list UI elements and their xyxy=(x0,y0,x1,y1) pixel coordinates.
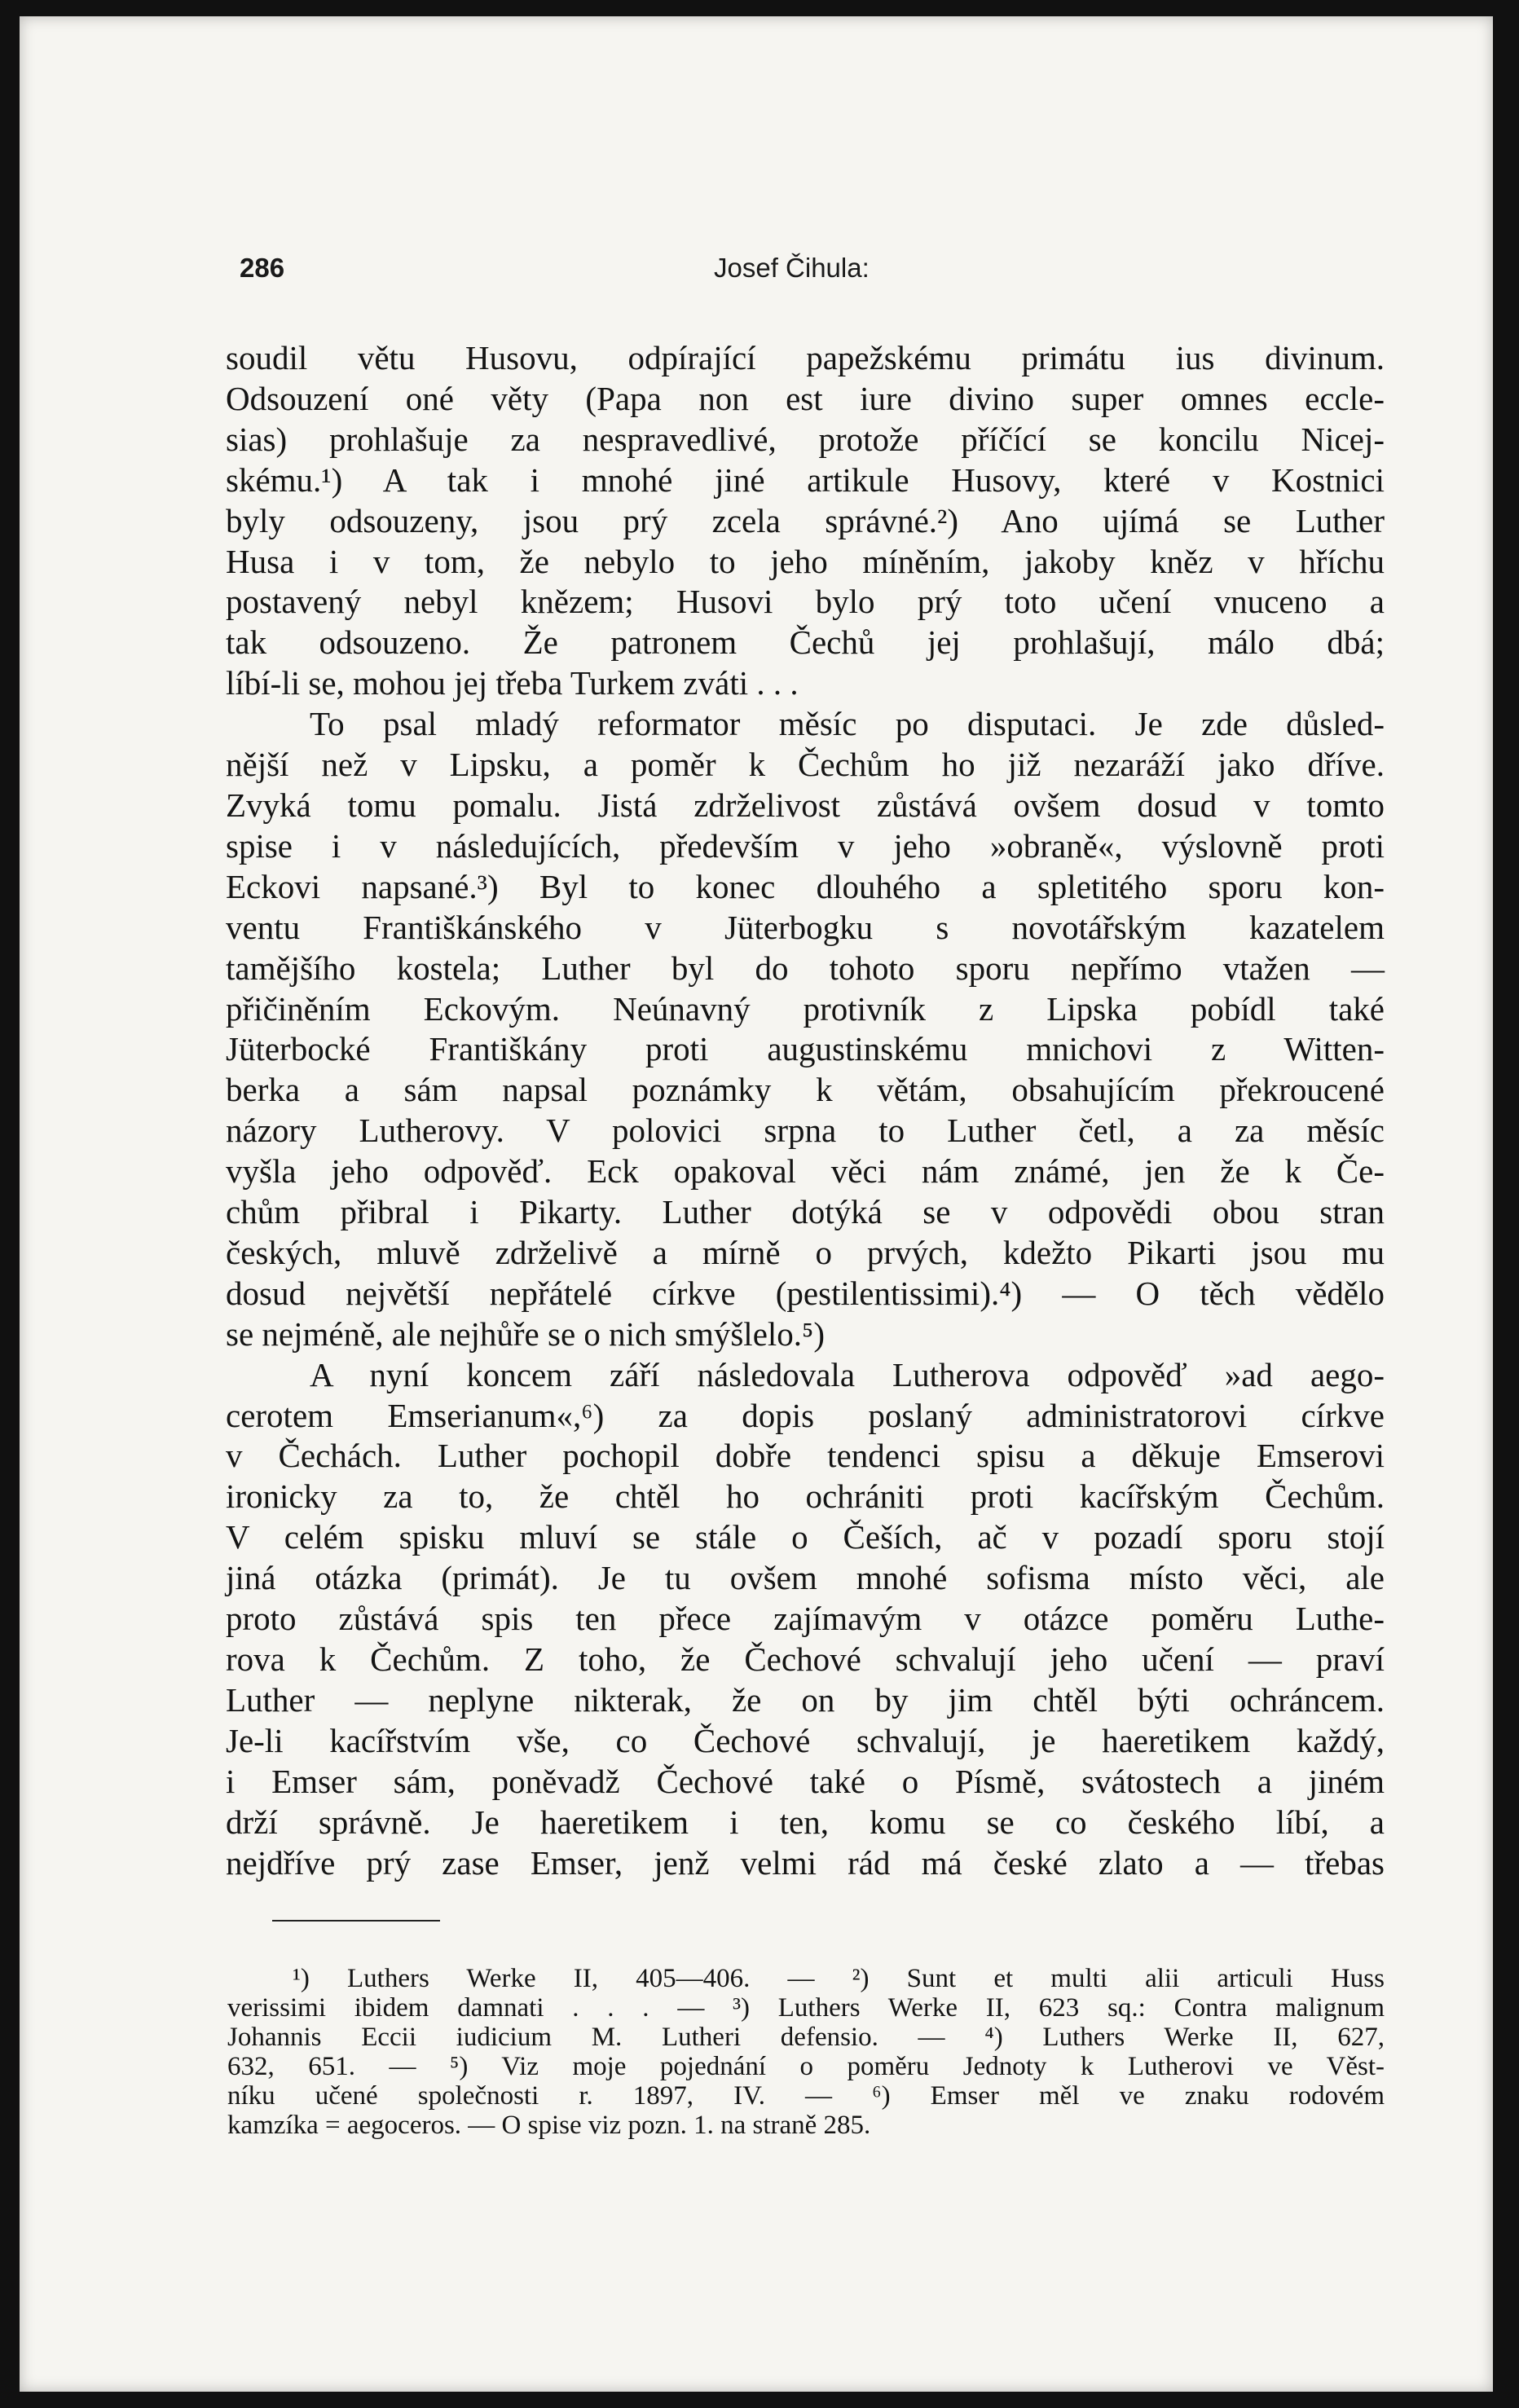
text-line: soudil větu Husovu, odpírající papežskému primátu ius divinum. xyxy=(226,339,1385,376)
book-page xyxy=(20,16,1493,2392)
footnote-divider xyxy=(272,1920,440,1922)
text-line: tamějšího kostela; Luther byl do tohoto sporu nepřímo vtažen — xyxy=(226,949,1385,987)
text-line: Zvyká tomu pomalu. Jistá zdrželivost zůstává ovšem dosud v tomto xyxy=(226,786,1385,824)
page-number: 286 xyxy=(240,253,285,283)
text-line: Luther — neplyne nikterak, že on by jim chtěl býti ochráncem. xyxy=(226,1680,1385,1719)
text-line: drží správně. Je haeretikem i ten, komu se co českého líbí, a xyxy=(226,1803,1385,1841)
text-line: Odsouzení oné věty (Papa non est iure divino super omnes eccle- xyxy=(226,379,1385,417)
text-line: spise i v následujících, především v jeho »obraně«, výslovně proti xyxy=(226,826,1385,865)
text-line: cerotem Emserianum«,⁶) za dopis poslaný administratorovi církve xyxy=(226,1396,1385,1434)
text-line: vyšla jeho odpověď. Eck opakoval věci nám známé, jen že k Če- xyxy=(226,1152,1385,1191)
text-line: chům přibral i Pikarty. Luther dotýká se v odpovědi obou stran xyxy=(226,1193,1385,1231)
text-line: skému.¹) A tak i mnohé jiné artikule Husovy, které v Kostnici xyxy=(226,460,1385,499)
footnote-line: kamzíka = aegoceros. — O spise viz pozn. 1. na straně 285. xyxy=(227,2111,871,2140)
text-line: dosud největší nepřátelé církve (pestilentissimi).⁴) — O těch vědělo xyxy=(226,1274,1385,1312)
text-line: postavený nebyl knězem; Husovi bylo prý toto učení vnuceno a xyxy=(226,583,1385,621)
text-line: líbí-li se, mohou jej třeba Turkem zváti . . . xyxy=(226,664,799,702)
text-line: tak odsouzeno. Že patronem Čechů jej prohlašují, málo dbá; xyxy=(226,623,1385,662)
text-line: ventu Františkánského v Jüterbogku s novotářským kazatelem xyxy=(226,908,1385,946)
text-line: ironicky za to, že chtěl ho ochrániti proti kacířským Čechům. xyxy=(226,1477,1385,1516)
text-line: Husa i v tom, že nebylo to jeho míněním, jakoby kněz v hříchu xyxy=(226,542,1385,580)
paragraph-start-line: To psal mladý reformator měsíc po disputaci. Je zde důsled- xyxy=(310,705,1385,743)
text-line: se nejméně, ale nejhůře se o nich smýšlelo.⁵) xyxy=(226,1314,825,1353)
text-line: Eckovi napsané.³) Byl to konec dlouhého a spletitého sporu kon- xyxy=(226,867,1385,905)
text-line: proto zůstává spis ten přece zajímavým v otázce poměru Luthe- xyxy=(226,1600,1385,1638)
text-line: Je-li kacířstvím vše, co Čechové schvalují, je haeretikem každý, xyxy=(226,1721,1385,1759)
text-line: jiná otázka (primát). Je tu ovšem mnohé sofisma místo věci, ale xyxy=(226,1559,1385,1597)
text-line: v Čechách. Luther pochopil dobře tendenci spisu a děkuje Emserovi xyxy=(226,1437,1385,1475)
text-line: i Emser sám, poněvadž Čechové také o Písmě, svátostech a jiném xyxy=(226,1762,1385,1800)
text-line: nejdříve prý zase Emser, jenž velmi rád má české zlato a — třebas xyxy=(226,1843,1385,1882)
footnote-line: Johannis Eccii iudicium M. Lutheri defensio. — ⁴) Luthers Werke II, 627, xyxy=(227,2023,1385,2052)
page-header xyxy=(240,253,1380,302)
text-line: českých, mluvě zdrželivě a mírně o prvých, kdežto Pikarti jsou mu xyxy=(226,1233,1385,1271)
text-line: berka a sám napsal poznámky k větám, obsahujícím překroucené xyxy=(226,1071,1385,1109)
running-title: Josef Čihula: xyxy=(714,253,870,283)
text-line: nější než v Lipsku, a poměr k Čechům ho již nezaráží jako dříve. xyxy=(226,746,1385,784)
text-line: V celém spisku mluví se stále o Češích, ač v pozadí sporu stojí xyxy=(226,1518,1385,1556)
footnote-line: 632, 651. — ⁵) Viz moje pojednání o poměru Jednoty k Lutherovi ve Věst- xyxy=(227,2052,1385,2081)
text-line: přičiněním Eckovým. Neúnavný protivník z Lipska pobídl také xyxy=(226,989,1385,1028)
paragraph-start-line: A nyní koncem září následovala Lutherova odpověď »ad aego- xyxy=(310,1355,1385,1393)
text-line: rova k Čechům. Z toho, že Čechové schvalují jeho učení — praví xyxy=(226,1640,1385,1678)
body-text xyxy=(226,338,1385,1883)
footnote-line: níku učené společnosti r. 1897, IV. — ⁶) Emser měl ve znaku rodovém xyxy=(227,2081,1385,2111)
text-line: názory Lutherovy. V polovici srpna to Luther četl, a za měsíc xyxy=(226,1112,1385,1150)
text-line: byly odsouzeny, jsou prý zcela správné.²) Ano ujímá se Luther xyxy=(226,501,1385,539)
text-line: Jüterbocké Františkány proti augustinskému mnichovi z Witten- xyxy=(226,1030,1385,1068)
text-line: sias) prohlašuje za nespravedlivé, protože příčící se koncilu Nicej- xyxy=(226,420,1385,458)
footnotes xyxy=(227,1964,1385,2140)
footnote-line: ¹) Luthers Werke II, 405—406. — ²) Sunt et multi alii articuli Huss xyxy=(293,1964,1385,1993)
footnote-line: verissimi ibidem damnati . . . — ³) Luthers Werke II, 623 sq.: Contra malignum xyxy=(227,1993,1385,2023)
